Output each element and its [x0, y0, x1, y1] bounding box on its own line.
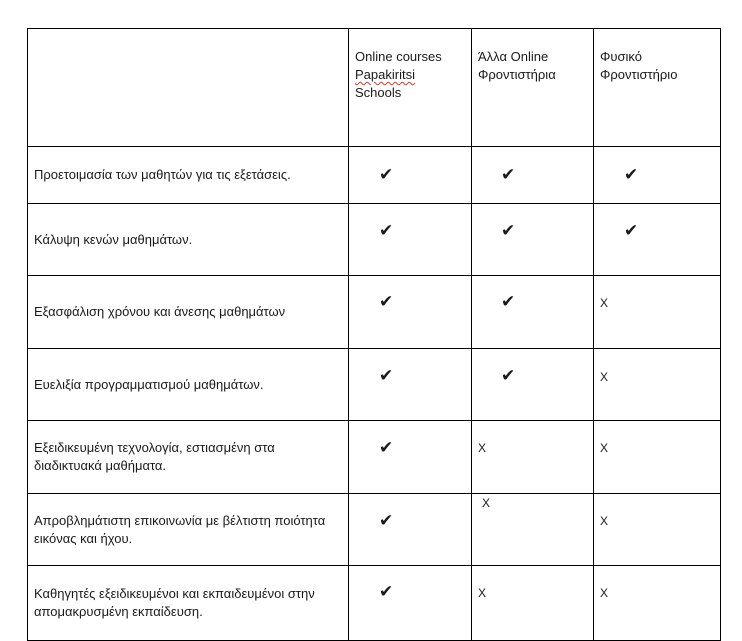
- table-row: [28, 276, 721, 349]
- check-mark: ✔: [379, 582, 394, 602]
- header-physical: Φυσικό Φροντιστήριο: [594, 29, 721, 147]
- check-mark: ✔: [379, 511, 394, 531]
- table-row: [28, 421, 721, 494]
- table-row: [28, 349, 721, 421]
- row-label: Ευελιξία προγραμματισμού μαθημάτων.: [34, 376, 264, 392]
- spellcheck-underlined-word: Papakiritsi: [355, 67, 415, 82]
- check-mark: ✔: [379, 165, 394, 185]
- header-row: [28, 29, 721, 147]
- check-mark: ✔: [624, 165, 639, 185]
- cross-mark: X: [478, 586, 487, 600]
- cross-mark: X: [600, 514, 609, 528]
- check-mark: ✔: [379, 366, 394, 386]
- cross-mark: X: [478, 441, 487, 455]
- header-papakiritsi: Online courses Papakiritsi Schools: [349, 29, 472, 147]
- table-row: [28, 204, 721, 276]
- row-label: Απροβλημάτιστη επικοινωνία με βέλτιστη ποιότητα εικόνας και ήχου.: [34, 512, 326, 546]
- check-mark: ✔: [501, 165, 516, 185]
- cross-mark: X: [600, 296, 609, 310]
- check-mark: ✔: [379, 221, 394, 241]
- row-label: Κάλυψη κενών μαθημάτων.: [34, 231, 193, 247]
- row-label: Καθηγητές εξειδικευμένοι και εκπαιδευμένοι στην απομακρυσμένη εκπαίδευση.: [34, 586, 315, 619]
- cross-mark: X: [600, 441, 609, 455]
- check-mark: ✔: [624, 221, 639, 241]
- cross-mark: X: [600, 586, 609, 600]
- check-mark: ✔: [501, 366, 516, 386]
- check-mark: ✔: [379, 292, 394, 312]
- check-mark: ✔: [501, 221, 516, 241]
- header-empty-cell: [28, 29, 349, 147]
- table-row: [28, 566, 721, 641]
- table-row: [28, 494, 721, 566]
- row-label: Προετοιμασία των μαθητών για τις εξετάσεις.: [34, 167, 291, 182]
- row-label: Εξασφάλιση χρόνου και άνεσης μαθημάτων: [34, 304, 286, 319]
- cross-mark: X: [600, 370, 609, 384]
- table-row: [28, 147, 721, 204]
- check-mark: ✔: [379, 438, 394, 458]
- cross-mark: X: [482, 496, 491, 510]
- comparison-table: [27, 28, 721, 641]
- header-other-online: Άλλα Online Φροντιστήρια: [472, 29, 594, 147]
- row-label: Εξειδικευμένη τεχνολογία, εστιασμένη στα διαδικτυακά μαθήματα.: [34, 440, 275, 473]
- check-mark: ✔: [501, 292, 516, 312]
